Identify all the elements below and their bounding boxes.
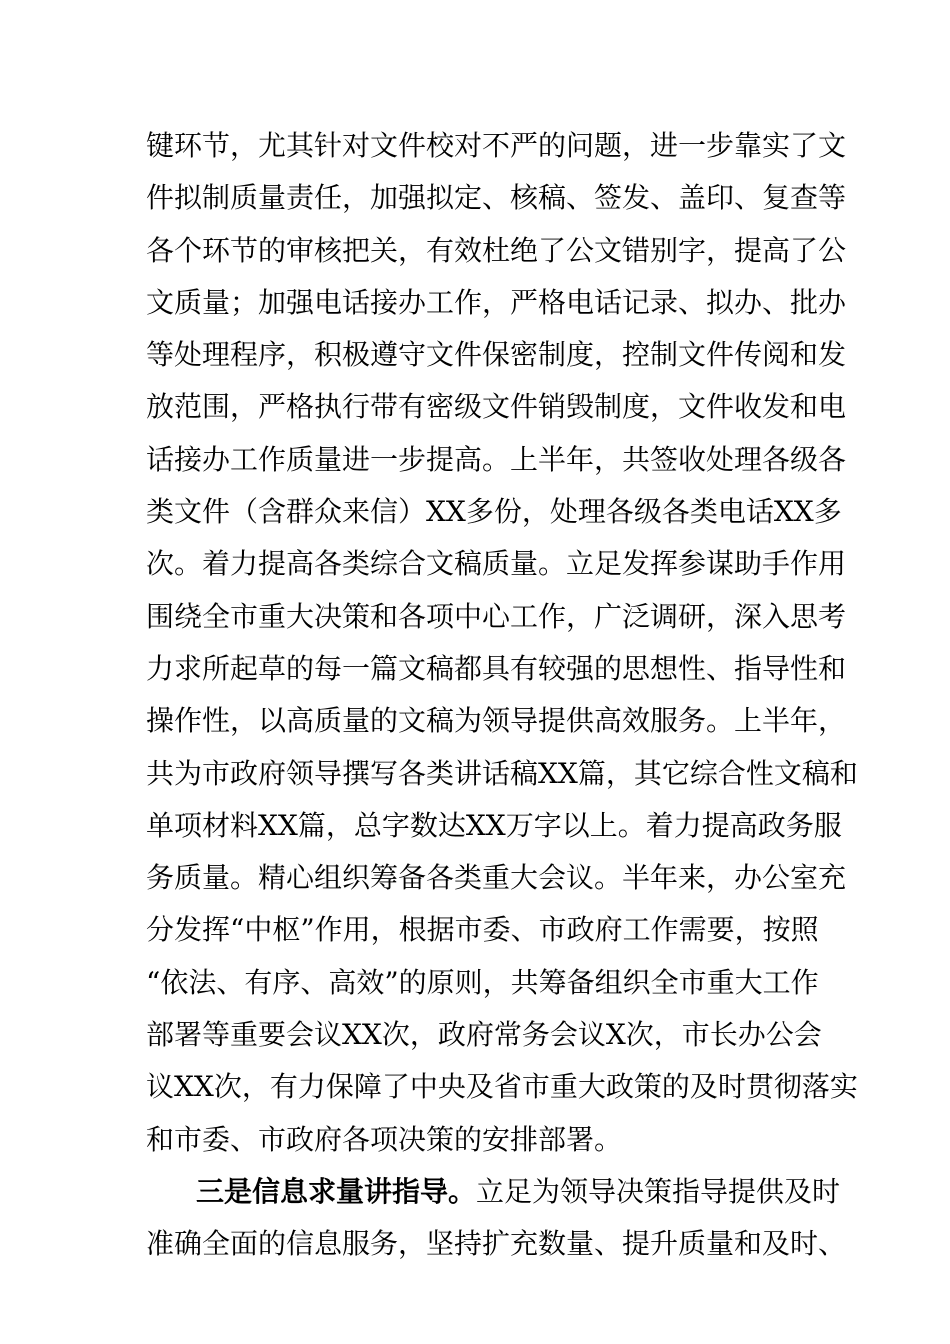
text-line: 键环节，尤其针对文件校对不严的问题，进一步靠实了文 xyxy=(146,129,847,162)
text-line: 话接办工作质量进一步提高。上半年，共签收处理各级各 xyxy=(146,442,847,476)
text-line: 务质量。精心组织筹备各类重大会议。半年来，办公室充 xyxy=(146,861,847,895)
text-line: 文质量；加强电话接办工作，严格电话记录、拟办、批办 xyxy=(146,285,847,319)
text-line: 议XX次，有力保障了中央及省市重大政策的及时贯彻落实 xyxy=(146,1070,858,1104)
text-line: 部署等重要会议XX次，政府常务会议X次，市长办公会 xyxy=(146,1018,822,1052)
text-line: 力求所起草的每一篇文稿都具有较强的思想性、指导性和 xyxy=(146,651,847,685)
text-line: 等处理程序，积极遵守文件保密制度，控制文件传阅和发 xyxy=(146,338,847,372)
text-line: 类文件（含群众来信）XX多份，处理各级各类电话XX多 xyxy=(146,495,842,529)
text-line: 次。着力提高各类综合文稿质量。立足发挥参谋助手作用 xyxy=(146,547,847,581)
body-text xyxy=(146,126,858,1277)
text-line: “依法、有序、高效”的原则，共筹备组织全市重大工作 xyxy=(146,965,819,999)
text-line: 件拟制质量责任，加强拟定、核稿、签发、盖印、复查等 xyxy=(146,181,847,215)
section-heading: 三是信息求量讲指导。 xyxy=(196,1174,477,1208)
text-line: 放范围，严格执行带有密级文件销毁制度，文件收发和电 xyxy=(146,390,847,424)
text-line: 共为市政府领导撰写各类讲话稿XX篇，其它综合性文稿和 xyxy=(146,756,858,790)
text-line: 分发挥“中枢”作用，根据市委、市政府工作需要，按照 xyxy=(146,913,819,947)
text-line: 和市委、市政府各项决策的安排部署。 xyxy=(146,1122,623,1156)
text-line: 准确全面的信息服务，坚持扩充数量、提升质量和及时、 xyxy=(146,1227,847,1261)
text-line: 单项材料XX篇，总字数达XX万字以上。着力提高政务服 xyxy=(146,808,842,842)
paragraph-first-line xyxy=(146,1172,841,1224)
text-run: 立足为领导决策指导提供及时 xyxy=(476,1174,841,1208)
text-line: 操作性，以高质量的文稿为领导提供高效服务。上半年， xyxy=(146,704,847,738)
text-line: 围绕全市重大决策和各项中心工作，广泛调研，深入思考 xyxy=(146,599,847,633)
text-line: 各个环节的审核把关，有效杜绝了公文错别字，提高了公 xyxy=(146,233,847,267)
